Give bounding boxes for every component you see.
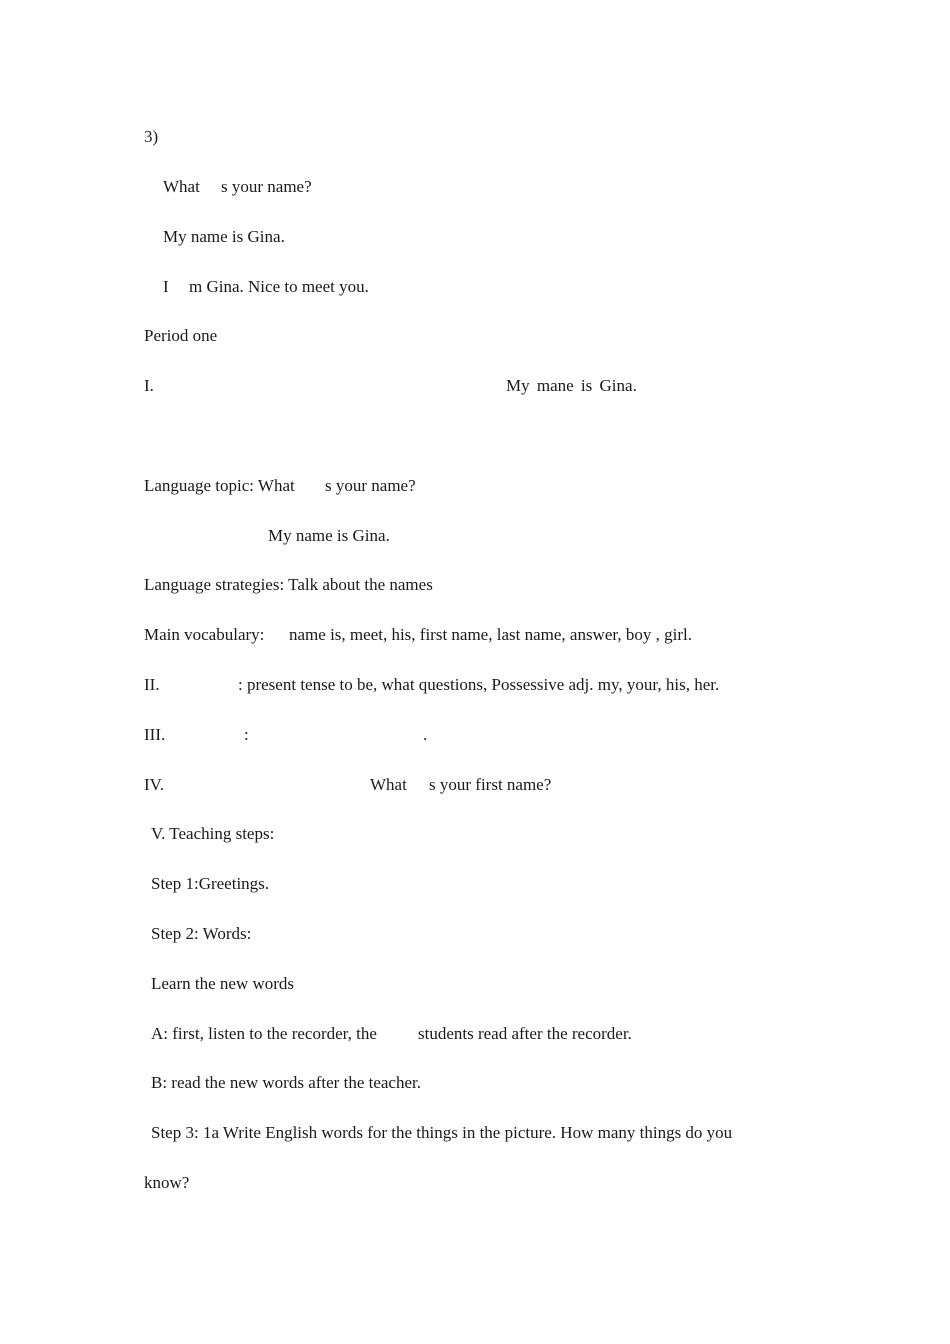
section-number: 3) — [144, 127, 159, 146]
dialogue-answer-2-start: I — [163, 277, 169, 296]
item-ii-content: : present tense to be, what questions, Possessive adj. my, your, his, her. — [238, 675, 720, 694]
main-vocabulary-label: Main vocabulary: — [144, 625, 265, 644]
language-topic-answer: My name is Gina. — [268, 526, 390, 545]
step-2-b: B: read the new words after the teacher. — [151, 1073, 421, 1092]
language-topic-label: Language topic: What — [144, 476, 295, 495]
step-2: Step 2: Words: — [151, 924, 252, 943]
language-topic-question-end: s your name? — [325, 476, 416, 495]
teaching-steps-heading: V. Teaching steps: — [151, 824, 275, 843]
dialogue-question-start: What — [163, 177, 200, 196]
item-iii-period: . — [423, 725, 428, 744]
language-strategies: Language strategies: Talk about the names — [144, 575, 433, 594]
step-2-a-end: students read after the recorder. — [418, 1024, 632, 1043]
period-heading: Period one — [144, 326, 218, 345]
learn-new-words: Learn the new words — [151, 974, 295, 993]
main-vocabulary-words: name is, meet, his, first name, last name, answer, boy , girl. — [289, 625, 692, 644]
dialogue-answer-2-end: m Gina. Nice to meet you. — [189, 277, 369, 296]
item-i-title: My mane is Gina. — [506, 376, 637, 395]
item-iv-numeral: IV. — [144, 775, 164, 794]
item-iv-question-end: s your first name? — [429, 775, 552, 794]
item-iii-numeral: III. — [144, 725, 166, 744]
step-1: Step 1:Greetings. — [151, 874, 270, 893]
item-ii-numeral: II. — [144, 675, 160, 694]
step-3-line-1: Step 3: 1a Write English words for the things in the picture. How many things do you — [151, 1123, 733, 1142]
step-2-a-start: A: first, listen to the recorder, the — [151, 1024, 377, 1043]
step-3-line-2: know? — [144, 1173, 190, 1192]
item-i-numeral: I. — [144, 376, 154, 395]
dialogue-question-end: s your name? — [221, 177, 312, 196]
item-iv-question-start: What — [370, 775, 407, 794]
item-iii-colon: : — [244, 725, 249, 744]
dialogue-answer-1: My name is Gina. — [163, 227, 285, 246]
